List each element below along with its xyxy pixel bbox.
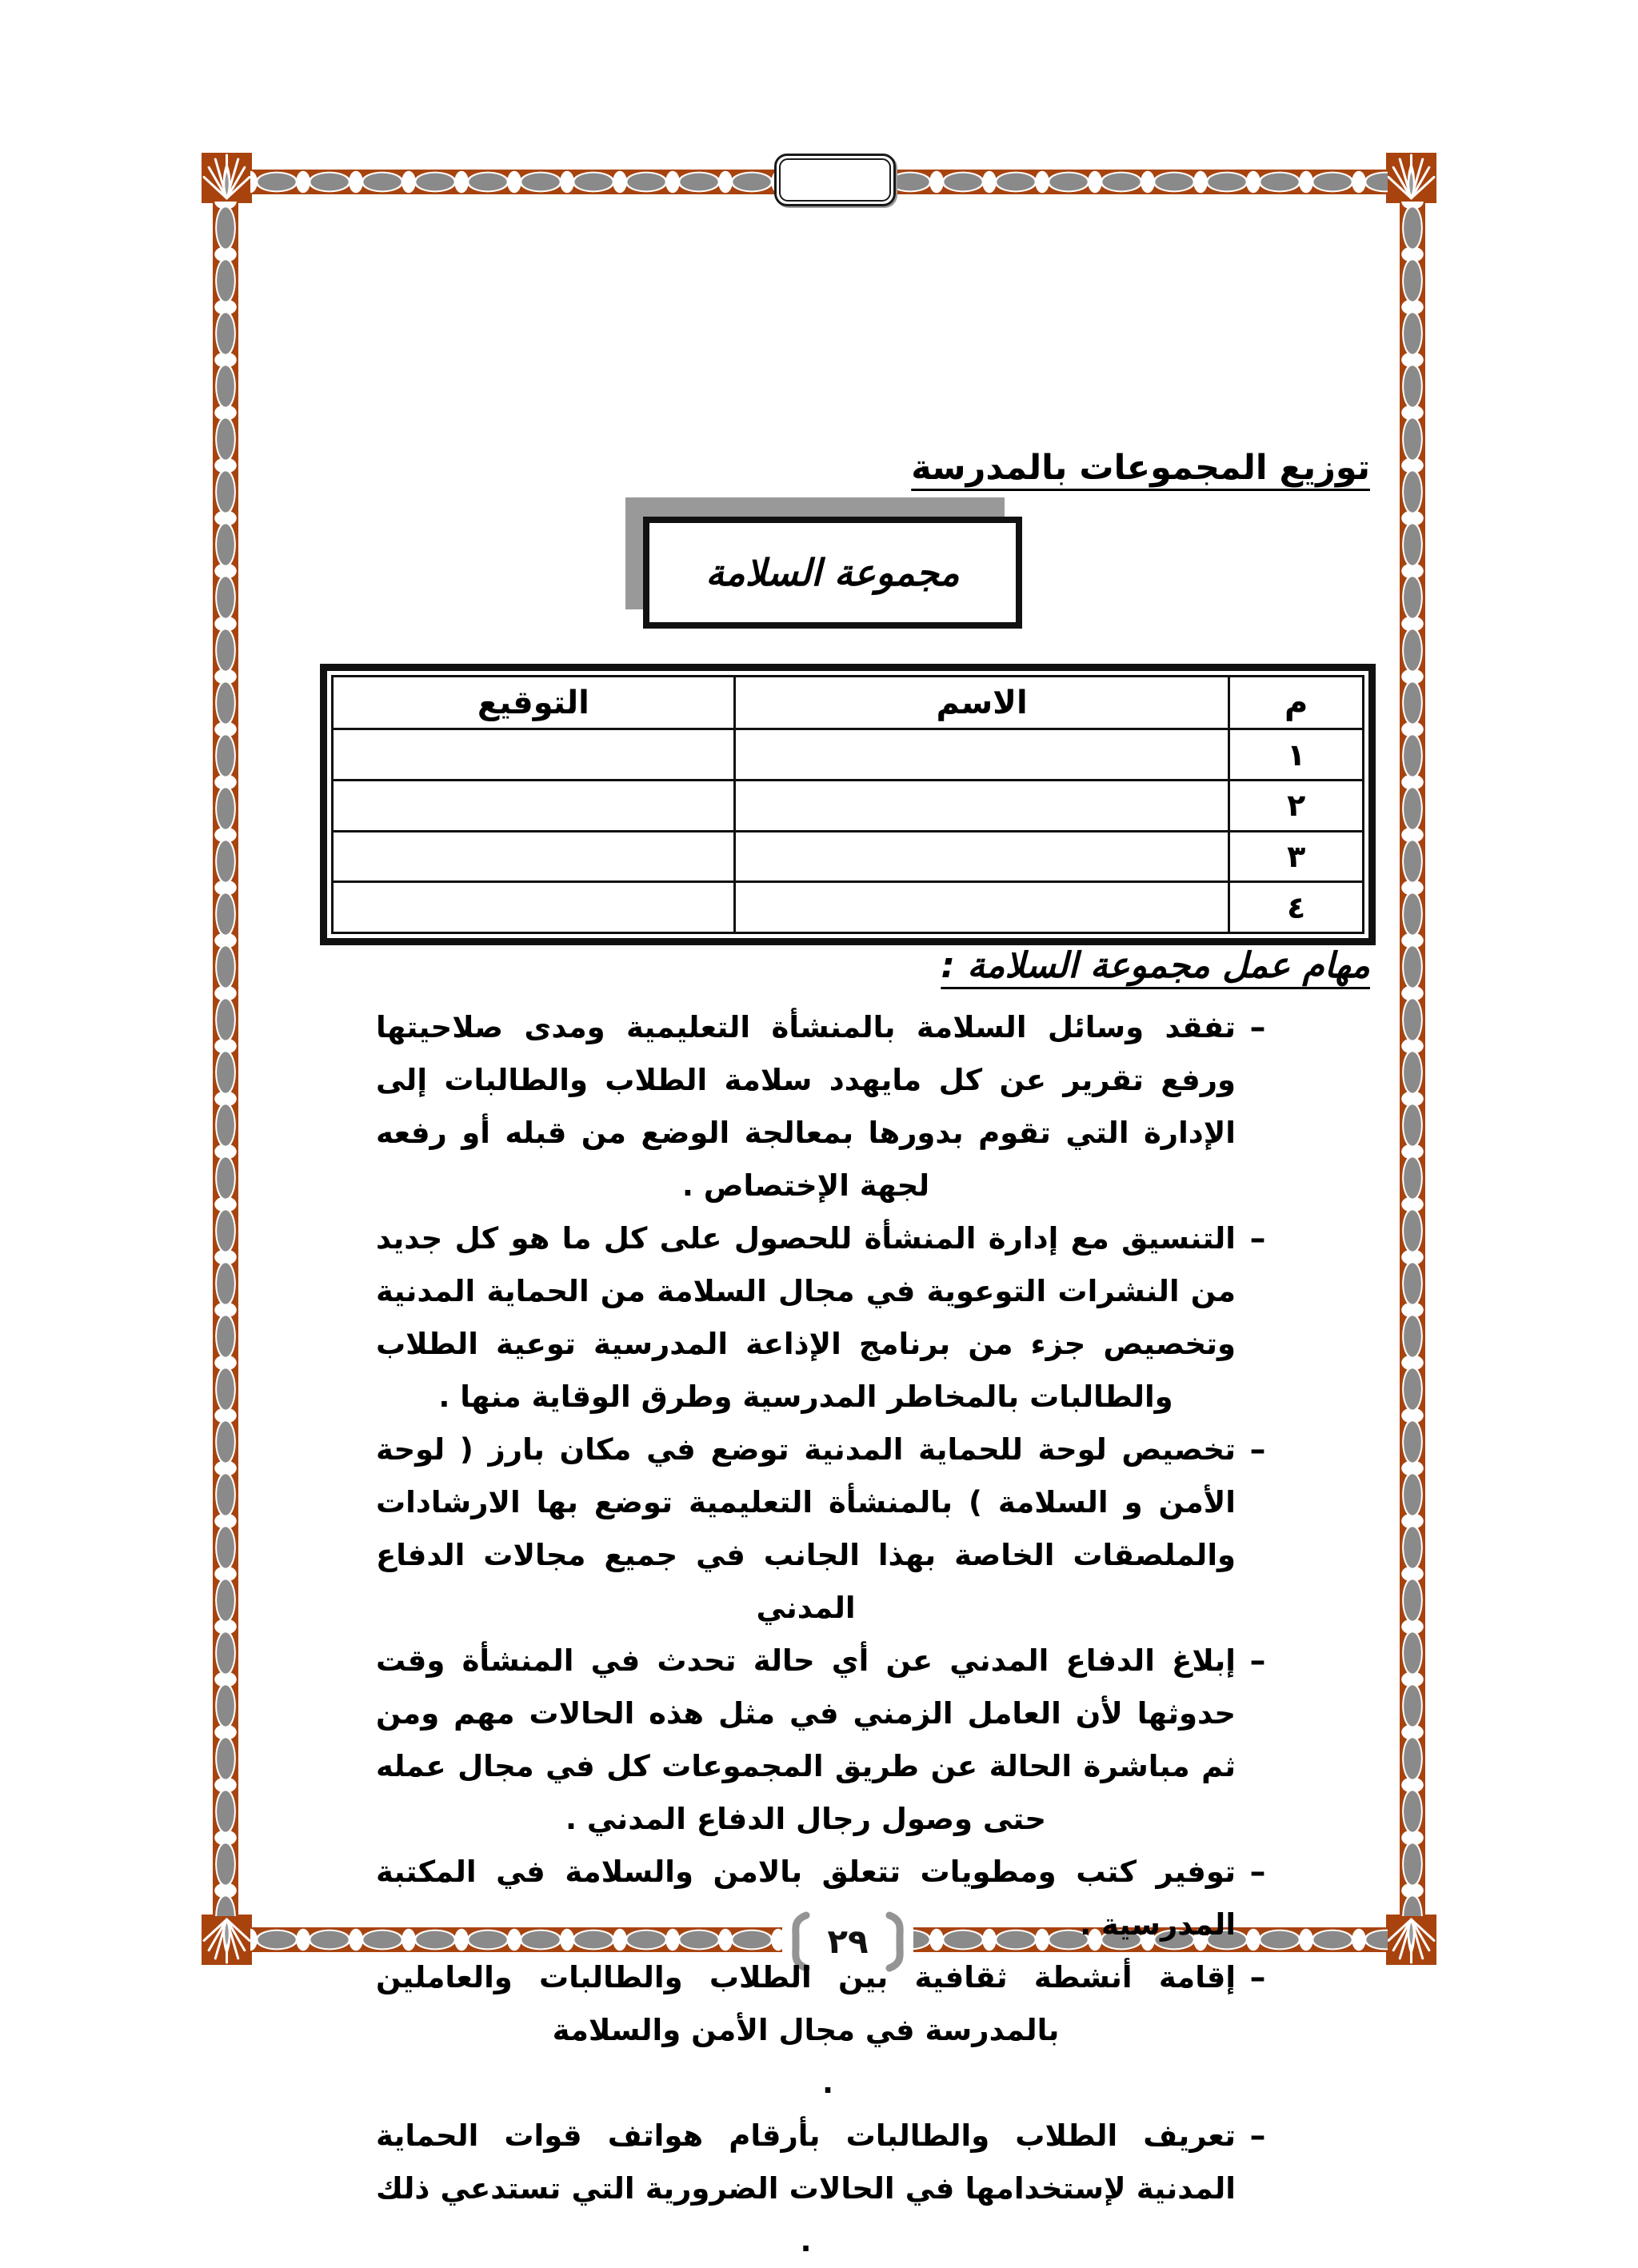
task-text: تعريف الطلاب والطالبات بأرقام هواتف قوات الحماية المدنية لإستخدامها في الحالات الضرورية التي تستدعي ذلك . bbox=[376, 2118, 1236, 2258]
corner-palmette-ornament-icon bbox=[1386, 1915, 1436, 1965]
task-text: التنسيق مع إدارة المنشأة للحصول على كل ما هو كل جديد من النشرات التوعوية في مجال السلامة من الحماية المدنية وتخصيص جزء من برنامج الإذاعة المدرسية توعية الطلاب والطالبات بالمخاطر المدرسية وطرق الوقاية منها . bbox=[376, 1221, 1236, 1414]
bullet-dash-icon: – bbox=[1249, 1959, 1266, 1996]
page-title: توزيع المجموعات بالمدرسة bbox=[911, 448, 1370, 488]
table-row bbox=[333, 882, 1364, 933]
top-center-tab-inner bbox=[779, 158, 891, 202]
row-name-cell bbox=[734, 780, 1229, 831]
left-border-ornament bbox=[213, 202, 238, 1916]
bullet-dash-icon: – bbox=[1249, 1009, 1266, 1046]
list-item bbox=[376, 2110, 1280, 2268]
row-name-cell bbox=[734, 729, 1229, 781]
right-border-ornament bbox=[1400, 202, 1425, 1916]
row-signature-cell bbox=[333, 729, 735, 781]
tasks-heading: مهام عمل مجموعة السلامة : bbox=[941, 945, 1370, 986]
header-serial: م bbox=[1229, 677, 1364, 729]
task-text: إبلاغ الدفاع المدني عن أي حالة تحدث في المنشأة وقت حدوثها لأن العامل الزمني في مثل هذه الحالات مهم ومن ثم مباشرة الحالة عن طريق المجموعات كل في مجال عمله حتى وصول رجال الدفاع المدني . bbox=[376, 1643, 1236, 1836]
page-number: ٢٩ bbox=[827, 1922, 869, 1961]
bullet-dash-icon: – bbox=[1249, 1431, 1266, 1468]
task-text: تخصيص لوحة للحماية المدنية توضع في مكان بارز ( لوحة الأمن و السلامة ) بالمنشأة التعليمية توضع بها الارشادات والملصقات الخاصة بهذا الجانب في جميع مجالات الدفاع المدني bbox=[376, 1432, 1236, 1625]
corner-palmette-ornament-icon bbox=[1386, 153, 1436, 203]
list-item bbox=[376, 1423, 1280, 1635]
row-serial: ٣ bbox=[1229, 831, 1364, 882]
header-signature: التوقيع bbox=[333, 677, 735, 729]
top-center-tab bbox=[774, 154, 896, 206]
bullet-dash-icon: – bbox=[1249, 1220, 1266, 1257]
members-table bbox=[320, 664, 1376, 945]
task-text: توفير كتب ومطويات تتعلق بالامن والسلامة في المكتبة المدرسية . bbox=[376, 1855, 1236, 1942]
row-signature-cell bbox=[333, 882, 735, 933]
row-serial: ٤ bbox=[1229, 882, 1364, 933]
row-name-cell bbox=[734, 831, 1229, 882]
group-name-label: مجموعة السلامة bbox=[705, 551, 960, 594]
list-item bbox=[376, 1212, 1280, 1423]
corner-palmette-ornament-icon bbox=[202, 1915, 252, 1965]
row-signature-cell bbox=[333, 780, 735, 831]
bullet-dash-icon: – bbox=[1249, 1854, 1266, 1891]
task-text: إقامة أنشطة ثقافية بين الطلاب والطالبات والعاملين بالمدرسة في مجال الأمن والسلامة bbox=[376, 1960, 1236, 2047]
header-name: الاسم bbox=[734, 677, 1229, 729]
row-signature-cell bbox=[333, 831, 735, 882]
table-row bbox=[333, 729, 1364, 781]
list-item bbox=[376, 1951, 1280, 2057]
row-serial: ٢ bbox=[1229, 780, 1364, 831]
bullet-dash-icon: – bbox=[1249, 2118, 1266, 2154]
row-serial: ١ bbox=[1229, 729, 1364, 781]
row-name-cell bbox=[734, 882, 1229, 933]
corner-palmette-ornament-icon bbox=[202, 153, 252, 203]
tasks-list bbox=[376, 1001, 1280, 2268]
list-item bbox=[376, 1846, 1280, 1951]
list-item bbox=[376, 1001, 1280, 1212]
list-item bbox=[376, 1635, 1280, 1846]
table-header-row bbox=[333, 677, 1364, 729]
task-text: تفقد وسائل السلامة بالمنشأة التعليمية ومدى صلاحيتها ورفع تقرير عن كل مايهدد سلامة الطلاب والطالبات إلى الإدارة التي تقوم بدورها بمعالجة الوضع من قبله أو رفعه لجهة الإختصاص . bbox=[376, 1010, 1236, 1203]
task-text-suffix: . bbox=[821, 2066, 834, 2100]
bullet-dash-icon: – bbox=[1249, 1643, 1266, 1679]
table-row bbox=[333, 831, 1364, 882]
group-name-box bbox=[643, 517, 1022, 629]
table-row bbox=[333, 780, 1364, 831]
